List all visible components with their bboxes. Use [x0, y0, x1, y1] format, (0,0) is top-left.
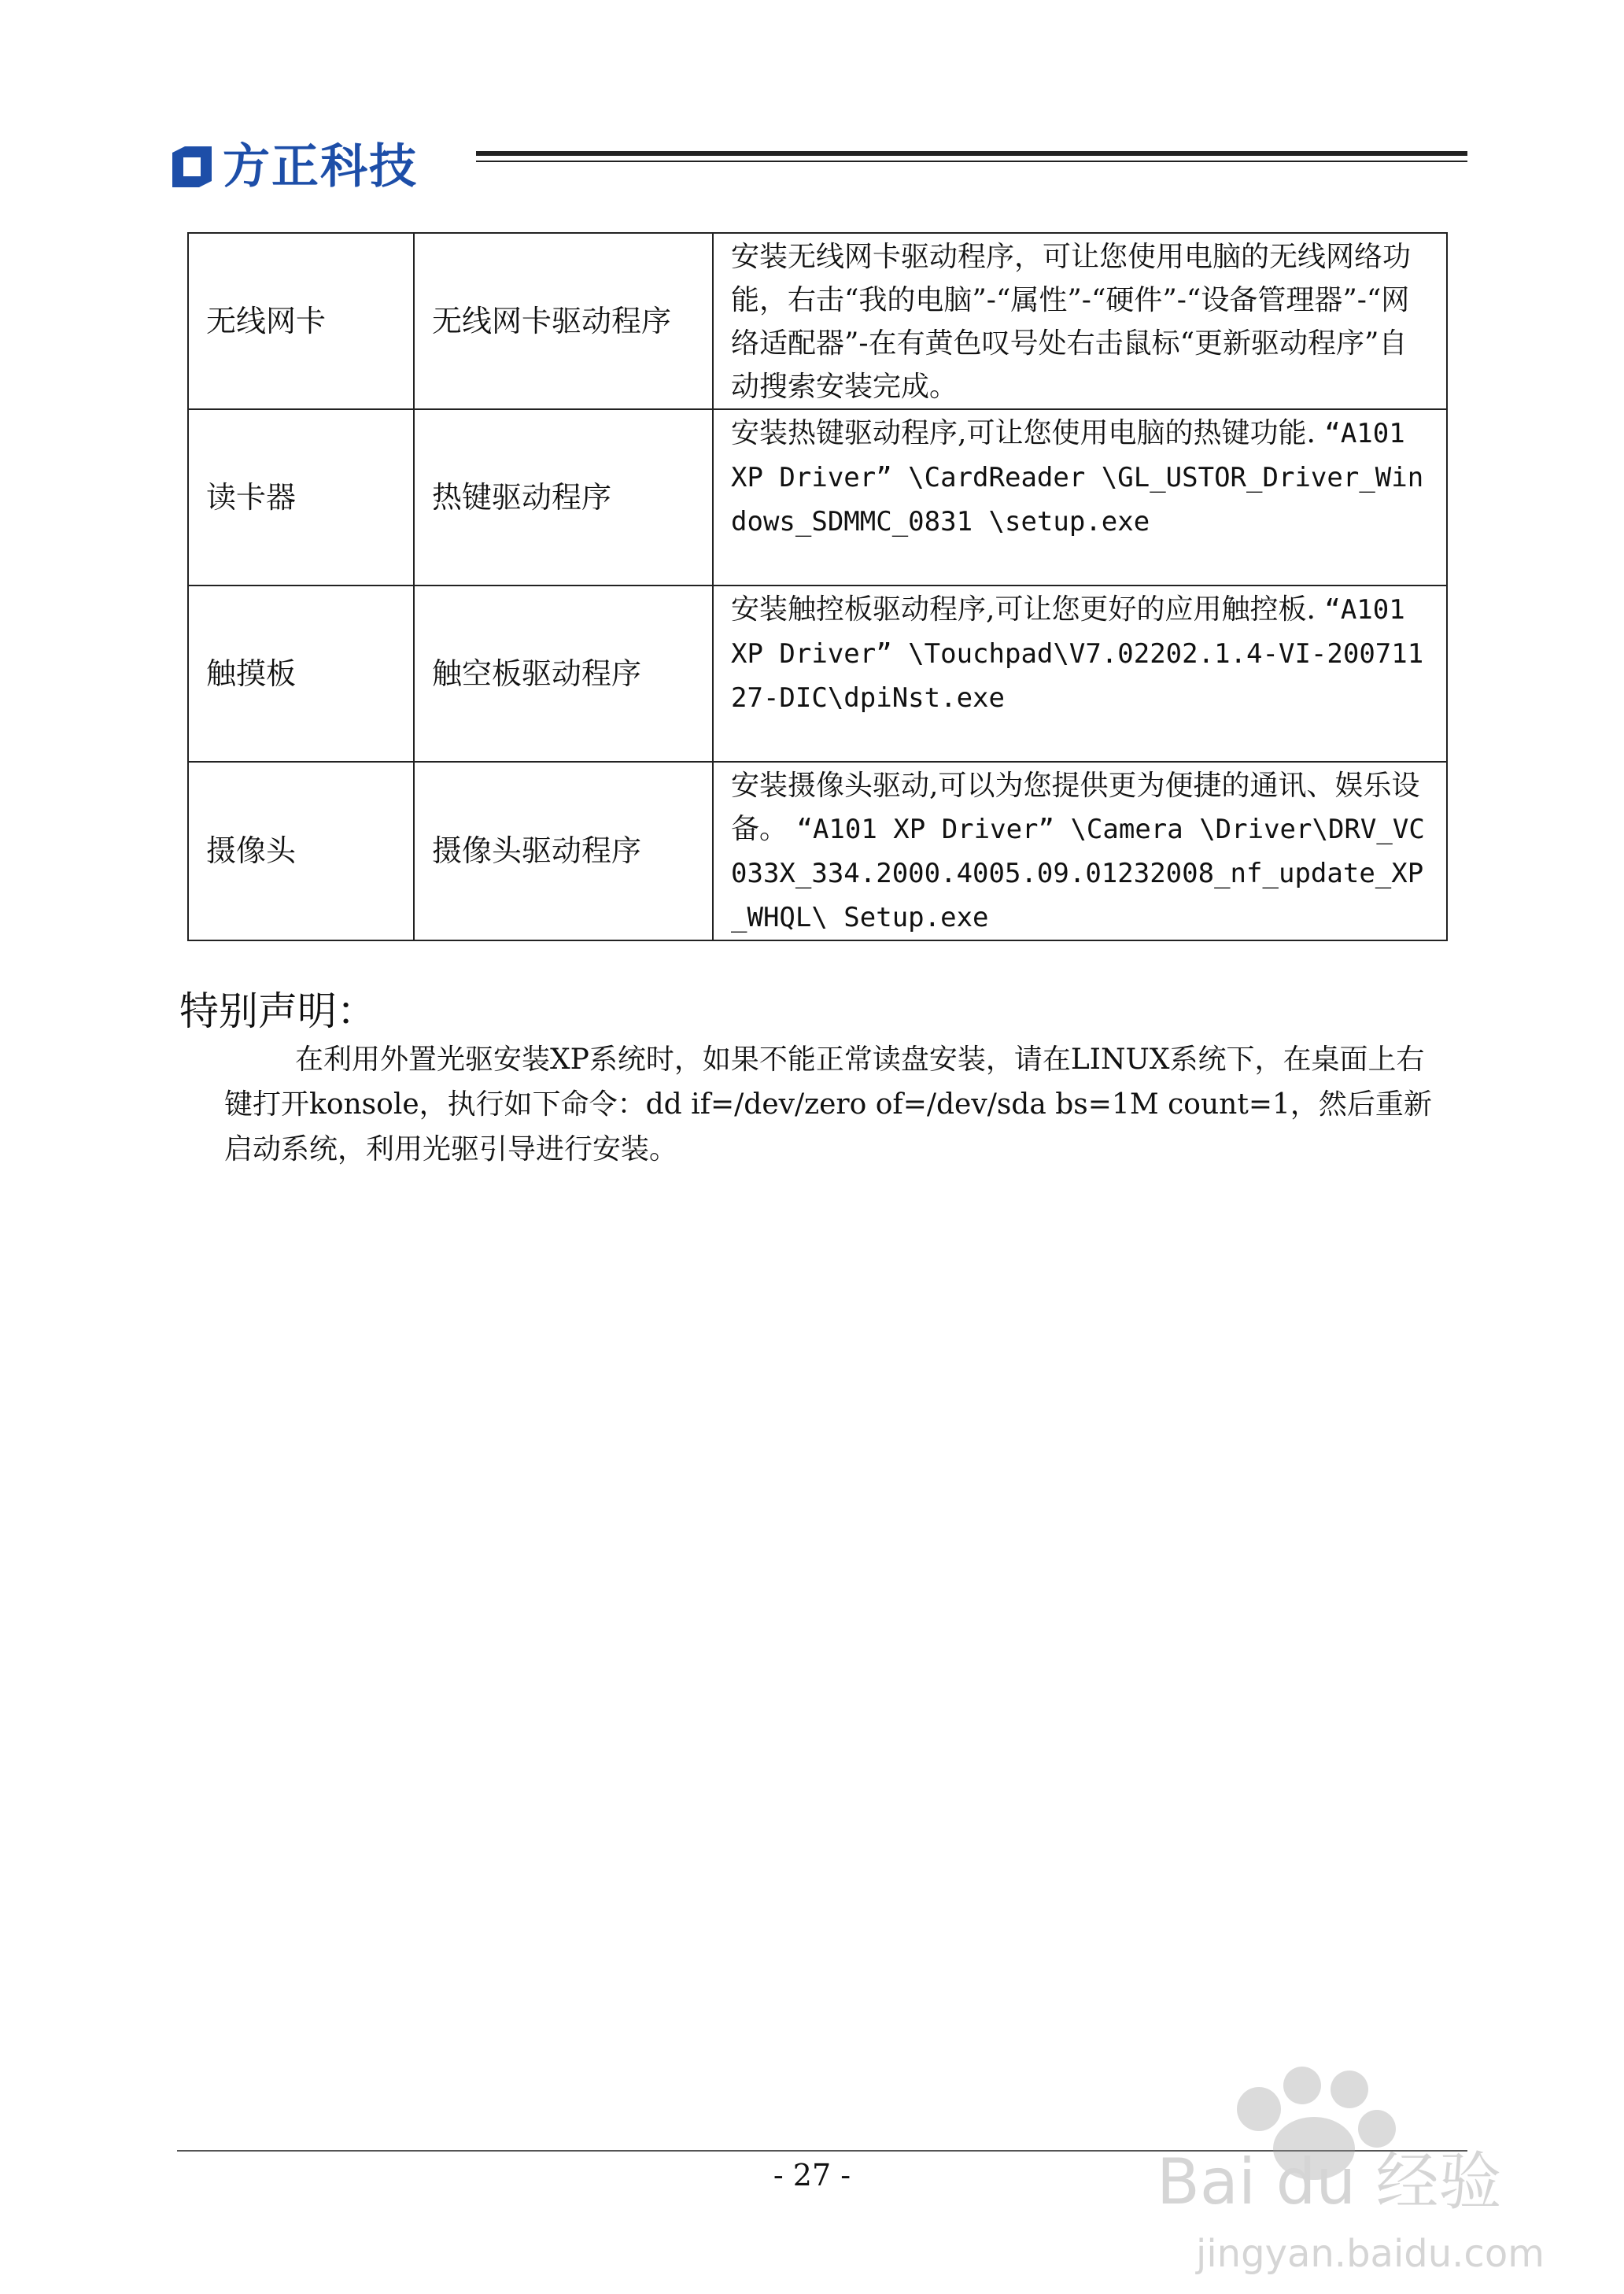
- driver-cell: 无线网卡驱动程序: [414, 233, 713, 409]
- device-cell: 无线网卡: [188, 233, 414, 409]
- table-row: [188, 586, 1447, 762]
- page-header: [169, 126, 1467, 197]
- header-rule: [476, 151, 1467, 156]
- description-text: 安装摄像头驱动,可以为您提供更为便捷的通讯、娱乐设备。: [731, 770, 1420, 845]
- company-logo: [169, 135, 418, 198]
- driver-table: [187, 232, 1448, 941]
- table-row: [188, 762, 1447, 940]
- description-text: 安装触控板驱动程序,可让您更好的应用触控板.: [731, 593, 1316, 626]
- driver-path: “A101 XP Driver” \Touchpad\V7.02202.1.4-VI-20071127-DIC\dpiNst.exe: [731, 594, 1424, 714]
- header-rule-thin: [476, 161, 1467, 162]
- description-cell: [713, 586, 1447, 762]
- device-cell: 读卡器: [188, 409, 414, 586]
- driver-path: “A101 XP Driver” \Camera \Driver\DRV_VC033X_334.2000.4005.09.01232008_nf_update_XP_WHQL\ Setup.exe: [731, 814, 1425, 933]
- description-cell: [713, 409, 1447, 586]
- table-row: [188, 409, 1447, 586]
- description-text: 安装热键驱动程序,可让您使用电脑的热键功能.: [731, 417, 1316, 449]
- notice-title: 特别声明：: [179, 988, 376, 1034]
- watermark-brand: Bai du 经验: [1157, 2145, 1502, 2218]
- notice-body: 在利用外置光驱安装XP系统时，如果不能正常读盘安装，请在LINUX系统下，在桌面上右键打开konsole，执行如下命令：dd if=/dev/zero of=/dev/sda bs=1M count=1，然后重新启动系统，利用光驱引导进行安装。: [224, 1044, 1432, 1165]
- description-text: 安装无线网卡驱动程序，可让您使用电脑的无线网络功能，右击“我的电脑”-“属性”-“硬件”-“设备管理器”-“网络适配器”-在有黄色叹号处右击鼠标“更新驱动程序”自动搜索安装完成。: [731, 241, 1412, 403]
- logo-text: 方正科技: [223, 139, 418, 194]
- device-cell: 摄像头: [188, 762, 414, 940]
- page-number: - 27 -: [773, 2158, 851, 2192]
- logo-mark-icon: [169, 145, 215, 189]
- driver-cell: 摄像头驱动程序: [414, 762, 713, 940]
- driver-path: “A101 XP Driver” \CardReader \GL_USTOR_Driver_Windows_SDMMC_0831 \setup.exe: [731, 418, 1424, 537]
- device-cell: 触摸板: [188, 586, 414, 762]
- description-cell: [713, 762, 1447, 940]
- description-cell: [713, 233, 1447, 409]
- driver-cell: 热键驱动程序: [414, 409, 713, 586]
- table-row: [188, 233, 1447, 409]
- watermark-url: jingyan.baidu.com: [1196, 2232, 1545, 2276]
- driver-cell: 触空板驱动程序: [414, 586, 713, 762]
- baidu-watermark: [1141, 2054, 1582, 2290]
